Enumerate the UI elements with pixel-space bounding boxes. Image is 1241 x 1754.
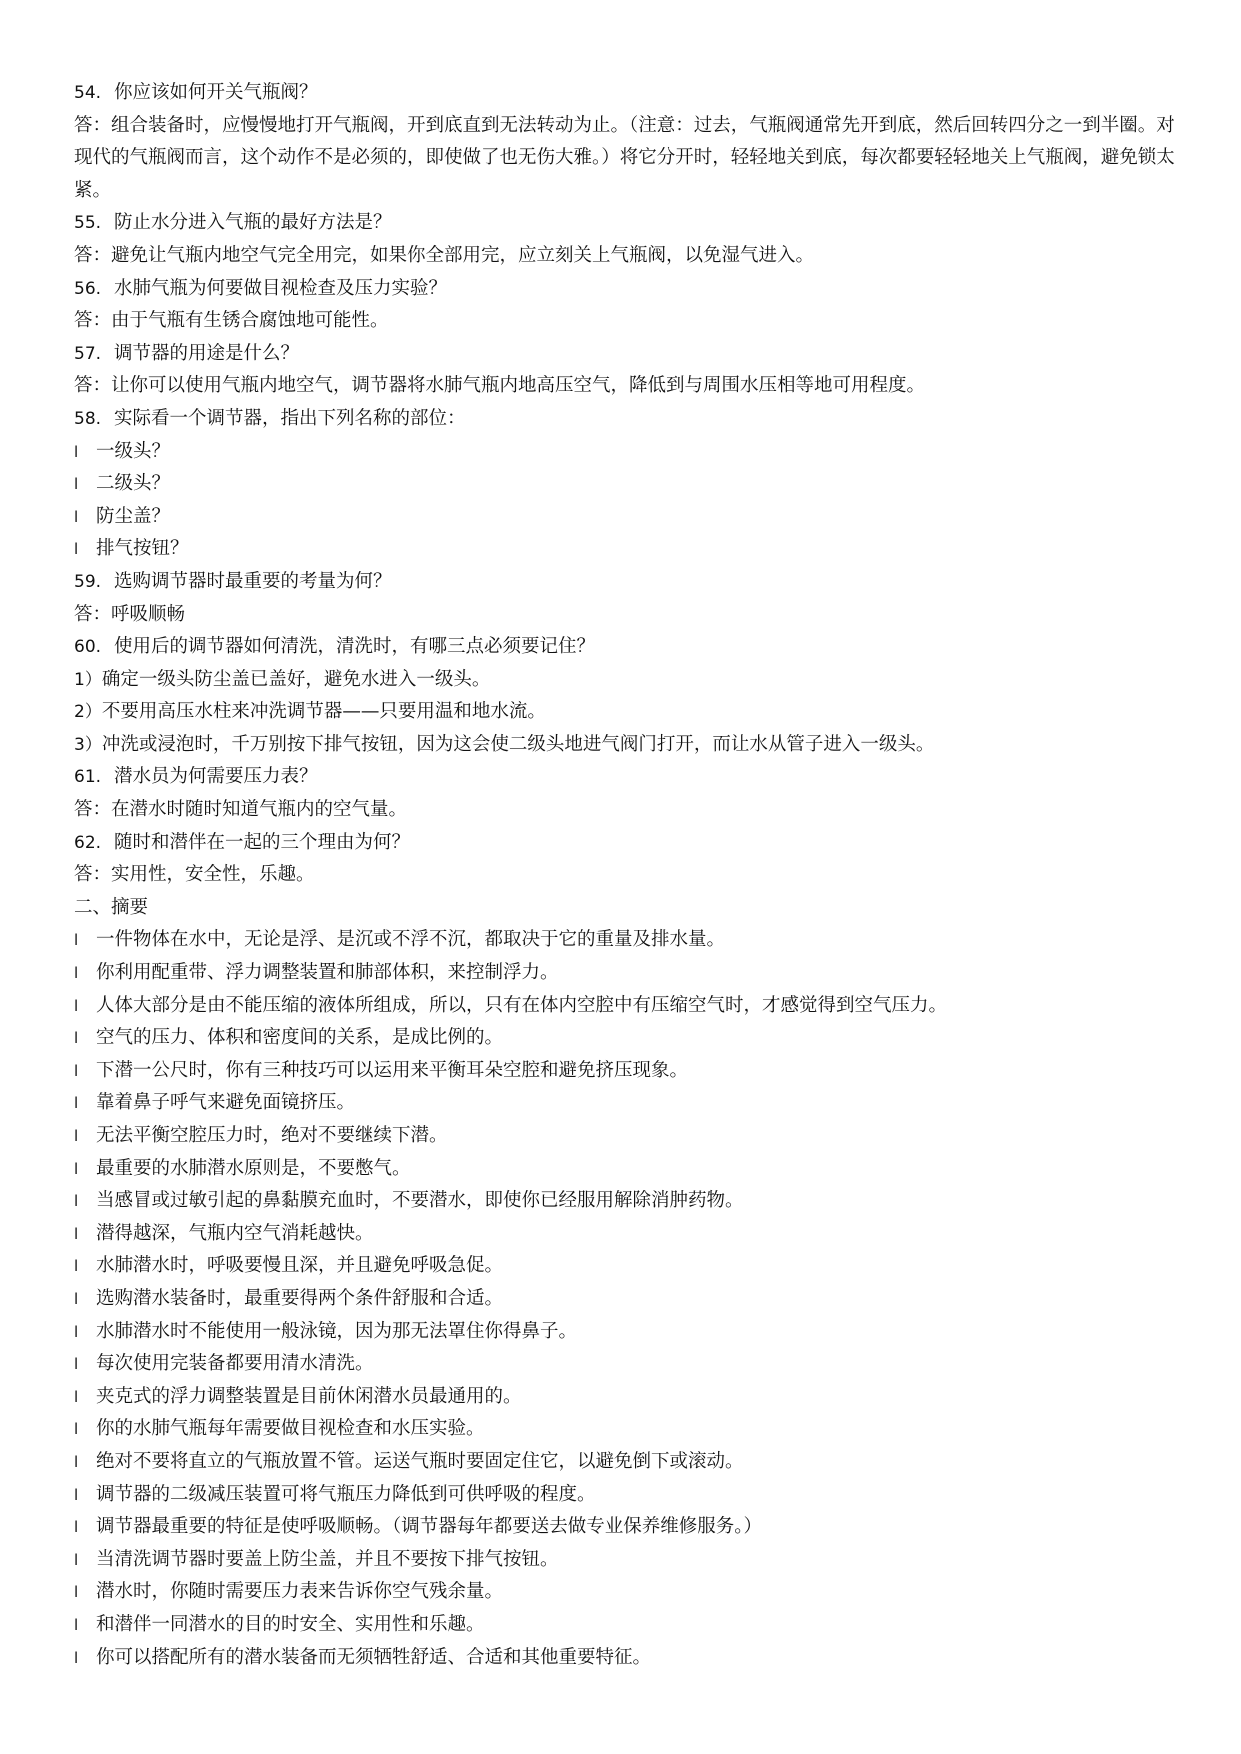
summary-item	[74, 1120, 1179, 1153]
summary-list	[74, 924, 1179, 1674]
summary-item	[74, 1348, 1179, 1381]
question-line	[74, 827, 1179, 860]
numbered-item	[74, 664, 1179, 697]
bullet-marker: l	[74, 1322, 79, 1341]
question-line	[74, 761, 1179, 794]
numbered-item	[74, 696, 1179, 729]
question-number: 59.	[74, 571, 102, 592]
summary-text: 人体大部分是由不能压缩的液体所组成，所以，只有在体内空腔中有压缩空气时，才感觉得到空气压力。	[96, 994, 948, 1016]
summary-item	[74, 1283, 1179, 1316]
numbered-item	[74, 729, 1179, 762]
bullet-marker: l	[74, 1420, 79, 1439]
question-number: 60.	[74, 637, 102, 658]
summary-text: 和潜伴一同潜水的目的时安全、实用性和乐趣。	[96, 1613, 485, 1635]
summary-item	[74, 1087, 1179, 1120]
summary-text: 下潜一公尺时，你有三种技巧可以运用来平衡耳朵空腔和避免挤压现象。	[96, 1059, 689, 1081]
summary-text: 水肺潜水时，呼吸要慢且深，并且避免呼吸急促。	[96, 1255, 504, 1277]
summary-text: 选购潜水装备时，最重要得两个条件舒服和合适。	[96, 1287, 504, 1309]
summary-item	[74, 1479, 1179, 1512]
summary-item	[74, 1250, 1179, 1283]
bullet-marker: l	[74, 1224, 79, 1243]
summary-text: 靠着鼻子呼气来避免面镜挤压。	[96, 1092, 356, 1114]
bullet-marker: l	[74, 1648, 79, 1667]
bullet-text: 二级头？	[96, 473, 171, 495]
question-text: 防止水分进入气瓶的最好方法是？	[114, 212, 392, 234]
bullet-marker: l	[74, 996, 79, 1015]
question-number: 61.	[74, 767, 102, 788]
section-heading: 二、摘要	[74, 896, 149, 918]
summary-text: 绝对不要将直立的气瓶放置不管。运送气瓶时要固定住它，以避免倒下或滚动。	[96, 1450, 744, 1472]
summary-text: 潜得越深，气瓶内空气消耗越快。	[96, 1222, 374, 1244]
item-text: 确定一级头防尘盖已盖好，避免水进入一级头。	[101, 668, 491, 690]
bullet-marker: l	[74, 964, 79, 983]
summary-item	[74, 1642, 1179, 1675]
summary-item	[74, 1609, 1179, 1642]
question-line	[74, 338, 1179, 371]
summary-text: 无法平衡空腔压力时，绝对不要继续下潜。	[96, 1125, 448, 1146]
summary-text: 每次使用完装备都要用清水清洗。	[96, 1353, 374, 1375]
question-number: 57.	[74, 343, 102, 364]
question-number: 55.	[74, 213, 102, 234]
item-text: 冲洗或浸泡时，千万别按下排气按钮，因为这会使二级头地进气阀门打开，而让水从管子进入一级头。	[101, 733, 935, 755]
question-line	[74, 207, 1179, 240]
bullet-marker: l	[74, 1485, 79, 1504]
summary-item	[74, 957, 1179, 990]
question-number: 56.	[74, 278, 102, 299]
bullet-item	[74, 436, 1179, 469]
bullet-item	[74, 533, 1179, 566]
bullet-marker: l	[74, 540, 79, 559]
item-text: 不要用高压水柱来冲洗调节器——只要用温和地水流。	[101, 701, 546, 723]
bullet-marker: l	[74, 1127, 79, 1145]
bullet-marker: l	[74, 1094, 79, 1113]
bullet-marker: l	[74, 1452, 79, 1471]
answer-line: 答：实用性，安全性，乐趣。	[74, 864, 315, 886]
summary-text: 你可以搭配所有的潜水装备而无须牺牲舒适、合适和其他重要特征。	[96, 1646, 652, 1668]
bullet-marker: l	[74, 475, 79, 494]
question-text: 选购调节器时最重要的考量为何？	[114, 570, 392, 592]
bullet-marker: l	[74, 1355, 79, 1374]
question-text: 使用后的调节器如何清洗，清洗时，有哪三点必须要记住？	[114, 636, 596, 658]
summary-item	[74, 1446, 1179, 1479]
summary-item	[74, 1511, 1179, 1544]
answer-line: 答：让你可以使用气瓶内地空气，调节器将水肺气瓶内地高压空气，降低到与周围水压相等地可用程度。	[74, 375, 926, 397]
bullet-marker: l	[74, 931, 79, 950]
question-text: 潜水员为何需要压力表？	[114, 766, 318, 788]
summary-item	[74, 1316, 1179, 1349]
item-number: 2）	[74, 702, 102, 723]
summary-item	[74, 1022, 1179, 1055]
question-number: 54.	[74, 83, 102, 103]
bullet-text: 排气按钮？	[96, 538, 189, 560]
item-number: 3）	[74, 734, 102, 755]
summary-text: 你的水肺气瓶每年需要做目视检查和水压实验。	[96, 1418, 485, 1440]
summary-text: 潜水时，你随时需要压力表来告诉你空气残余量。	[96, 1581, 504, 1603]
question-text: 随时和潜伴在一起的三个理由为何？	[114, 831, 411, 853]
bullet-marker: l	[74, 1583, 79, 1602]
answer-line: 答：在潜水时随时知道气瓶内的空气量。	[74, 799, 408, 821]
bullet-marker: l	[74, 1518, 79, 1537]
bullet-marker: l	[74, 1029, 79, 1048]
answer-line: 答：呼吸顺畅	[74, 603, 186, 625]
bullet-marker: l	[74, 1615, 79, 1634]
summary-text: 一件物体在水中，无论是浮、是沉或不浮不沉，都取决于它的重量及排水量。	[96, 929, 726, 951]
answer-line: 答：组合装备时，应慢慢地打开气瓶阀，开到底直到无法转动为止。（注意：过去，气瓶阀通常先开到底，然后回转四分之一到半圈。对现代的气瓶阀而言，这个动作不是必须的，即使做了也无伤大雅。）将它分开时，轻轻地关到底，每次都要轻轻地关上气瓶阀，避免锁太紧。	[74, 114, 1175, 201]
summary-text: 调节器的二级减压装置可将气瓶压力降低到可供呼吸的程度。	[96, 1483, 596, 1505]
question-number: 58.	[74, 408, 102, 429]
question-line	[74, 566, 1179, 599]
bullet-marker: l	[74, 1387, 79, 1406]
bullet-text: 防尘盖？	[96, 505, 171, 527]
question-line	[74, 631, 1179, 664]
answer-line: 答：由于气瓶有生锈合腐蚀地可能性。	[74, 310, 389, 332]
bullet-item	[74, 468, 1179, 501]
summary-text: 水肺潜水时不能使用一般泳镜，因为那无法罩住你得鼻子。	[96, 1320, 578, 1342]
summary-item	[74, 1544, 1179, 1577]
question-text: 水肺气瓶为何要做目视检查及压力实验？	[114, 277, 448, 299]
question-line	[74, 403, 1179, 436]
question-text: 你应该如何开关气瓶阀？	[114, 82, 318, 103]
summary-text: 当感冒或过敏引起的鼻黏膜充血时，不要潜水，即使你已经服用解除消肿药物。	[96, 1190, 744, 1212]
question-text: 实际看一个调节器，指出下列名称的部位：	[114, 407, 466, 429]
summary-item	[74, 924, 1179, 957]
answer-line: 答：避免让气瓶内地空气完全用完，如果你全部用完，应立刻关上气瓶阀，以免湿气进入。	[74, 244, 815, 266]
question-line	[74, 77, 1179, 110]
question-text: 调节器的用途是什么？	[114, 342, 300, 364]
summary-item	[74, 1576, 1179, 1609]
summary-text: 夹克式的浮力调整装置是目前休闲潜水员最通用的。	[96, 1385, 522, 1407]
summary-item	[74, 1381, 1179, 1414]
summary-text: 空气的压力、体积和密度间的关系，是成比例的。	[96, 1027, 504, 1049]
summary-item	[74, 1218, 1179, 1251]
bullet-marker: l	[74, 1550, 79, 1569]
summary-item	[74, 1185, 1179, 1218]
summary-item	[74, 1153, 1179, 1186]
qa-section	[74, 77, 1179, 892]
summary-text: 你利用配重带、浮力调整装置和肺部体积，来控制浮力。	[96, 962, 559, 984]
bullet-marker: l	[74, 442, 79, 461]
item-number: 1）	[74, 669, 102, 690]
summary-text: 当清洗调节器时要盖上防尘盖，并且不要按下排气按钮。	[96, 1548, 559, 1570]
bullet-marker: l	[74, 1061, 79, 1080]
bullet-marker: l	[74, 1159, 79, 1178]
bullet-marker: l	[74, 1289, 79, 1308]
summary-item	[74, 990, 1179, 1023]
question-line	[74, 273, 1179, 306]
summary-item	[74, 1055, 1179, 1088]
bullet-marker: l	[74, 1192, 79, 1211]
bullet-marker: l	[74, 1257, 79, 1276]
summary-item	[74, 1413, 1179, 1446]
summary-text: 调节器最重要的特征是使呼吸顺畅。（调节器每年都要送去做专业保养维修服务。）	[96, 1516, 763, 1538]
question-number: 62.	[74, 832, 102, 853]
bullet-item	[74, 501, 1179, 534]
bullet-marker: l	[74, 507, 79, 526]
bullet-text: 一级头？	[96, 440, 171, 462]
summary-text: 最重要的水肺潜水原则是，不要憋气。	[96, 1157, 411, 1179]
